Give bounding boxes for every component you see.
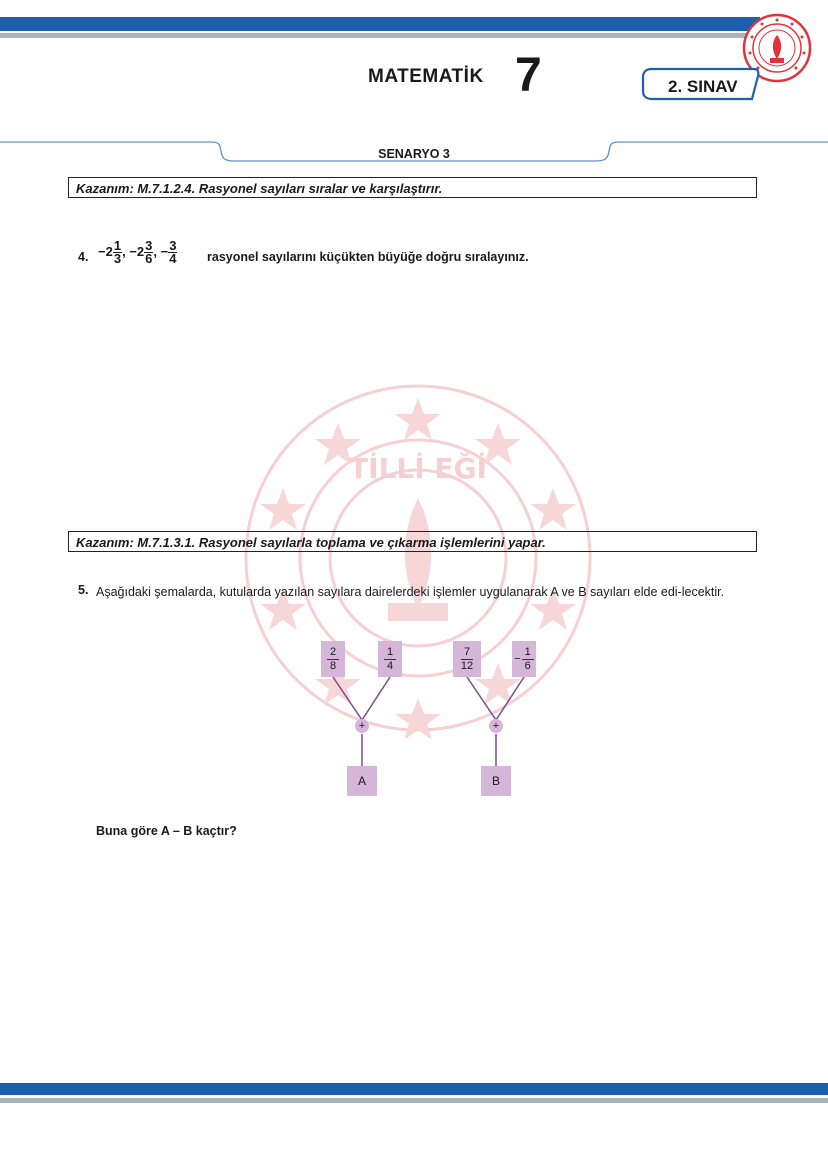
- fraction: $\frac{3}{6}$: [145, 238, 153, 266]
- frac-sign: −: [129, 243, 137, 259]
- header-band-gray: [0, 33, 760, 38]
- outcome-box-2: Kazanım: M.7.1.3.1. Rasyonel sayılarla toplama ve çıkarma işlemlerini yapar.: [68, 531, 757, 552]
- diagram-input-box: $\frac{1}{4}$: [378, 641, 402, 677]
- outcome-box-1: Kazanım: M.7.1.2.4. Rasyonel sayıları sıralar ve karşılaştırır.: [68, 177, 757, 198]
- final-question: Buna göre A – B kaçtır?: [96, 824, 237, 838]
- question-4-text: rasyonel sayılarını küçükten büyüğe doğru sıralayınız.: [207, 250, 529, 264]
- fraction: $\frac{1}{3}$: [113, 238, 122, 266]
- question-5-text: Aşağıdaki şemalarda, kutularda yazılan sayılara dairelerdeki işlemler uygulanarak A ve B sayıları elde edi-lecektir.: [96, 585, 725, 599]
- diagram-input-box: $\frac{2}{8}$: [321, 641, 345, 677]
- header-band-blue: [0, 17, 760, 31]
- footer-band-blue: [0, 1083, 828, 1095]
- grade-number: 7: [515, 49, 542, 102]
- frac-sign: −: [98, 243, 106, 259]
- result-box-b: B: [481, 766, 511, 796]
- plus-operator-circle: +: [355, 719, 369, 733]
- question-4-number: 4.: [78, 250, 89, 264]
- result-box-a: A: [347, 766, 377, 796]
- scenario-title: SENARYO 3: [378, 147, 450, 161]
- frac-sign: −: [160, 243, 169, 259]
- frac-whole: 2: [105, 243, 113, 259]
- subject-title: MATEMATİK: [368, 66, 484, 87]
- svg-text:TİLLİ EĞİ: TİLLİ EĞİ: [349, 452, 487, 485]
- diagram-input-box: − $\frac{1}{6}$: [512, 641, 536, 677]
- question-5-number: 5.: [78, 583, 89, 597]
- frac-whole: 2: [136, 243, 145, 259]
- exam-label: 2. SINAV: [668, 77, 738, 96]
- footer-band-gray: [0, 1098, 828, 1103]
- diagram-input-box: $\frac{7}{12}$: [453, 641, 481, 677]
- fraction: $\frac{3}{4}$: [169, 238, 177, 266]
- plus-operator-circle: +: [489, 719, 503, 733]
- question-4-fractions: −2 $\frac{1}{3}$ , −2 $\frac{3}{6}$ , − $\frac{3}{4}$: [98, 238, 177, 266]
